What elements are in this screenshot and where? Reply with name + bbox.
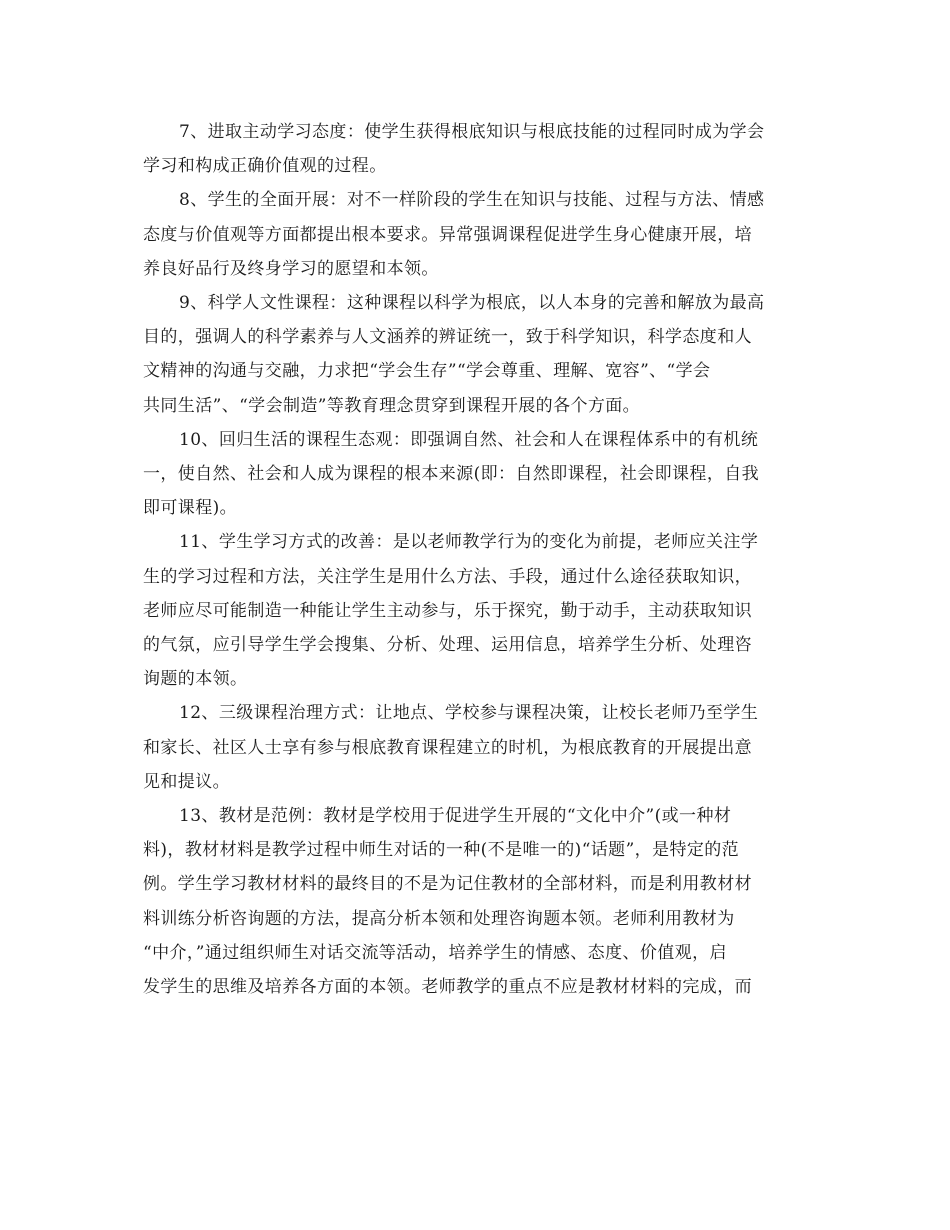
text-line: 和家长、社区人士享有参与根底教育课程建立的时机，为根底教育的开展提出意 <box>143 737 752 758</box>
text-line: 9、科学人文性课程：这种课程以科学为根底，以人本身的完善和解放为最高 <box>179 293 765 314</box>
text-line: 12、三级课程治理方式：让地点、学校参与课程决策，让校长老师乃至学生 <box>179 703 759 724</box>
paragraph-12 <box>143 696 808 799</box>
paragraph-7 <box>143 115 808 183</box>
text-line: 发学生的思维及培养各方面的本领。老师教学的重点不应是教材材料的完成，而 <box>143 977 752 998</box>
paragraph-8 <box>143 183 808 286</box>
text-line: 11、学生学习方式的改善：是以老师教学行为的变化为前提，老师应关注学 <box>179 532 759 553</box>
text-line: 的气氛，应引导学生学会搜集、分析、处理、运用信息，培养学生分析、处理咨 <box>143 635 752 656</box>
document-body <box>143 115 808 1004</box>
text-line: 学习和构成正确价值观的过程。 <box>143 156 387 177</box>
paragraph-11 <box>143 525 808 696</box>
text-line: 养良好品行及终身学习的愿望和本领。 <box>143 258 439 279</box>
text-line: 料)，教材材料是教学过程中师生对话的一种(不是唯一的)“话题”，是特定的范 <box>143 840 740 861</box>
text-line: “中介，”通过组织师生对话交流等活动，培养学生的情感、态度、价值观，启 <box>143 942 727 963</box>
text-line: 态度与价值观等方面都提出根本要求。异常强调课程促进学生身心健康开展，培 <box>143 224 752 245</box>
text-line: 8、学生的全面开展：对不一样阶段的学生在知识与技能、过程与方法、情感 <box>179 190 765 211</box>
text-line: 即可课程)。 <box>143 498 238 519</box>
text-line: 生的学习过程和方法，关注学生是用什么方法、手段，通过什么途径获取知识， <box>143 566 752 587</box>
text-line: 文精神的沟通与交融，力求把“学会生存”“学会尊重、理解、宽容”、“学会 <box>143 361 711 382</box>
paragraph-10 <box>143 423 808 526</box>
text-line: 共同生活”、“学会制造”等教育理念贯穿到课程开展的各个方面。 <box>143 395 641 416</box>
paragraph-13 <box>143 799 808 1004</box>
text-line: 目的，强调人的科学素养与人文涵养的辨证统一，致于科学知识，科学态度和人 <box>143 327 752 348</box>
text-line: 料训练分析咨询题的方法，提高分析本领和处理咨询题本领。老师利用教材为 <box>143 908 735 929</box>
text-line: 见和提议。 <box>143 771 230 792</box>
text-line: 例。学生学习教材材料的最终目的不是为记住教材的全部材料，而是利用教材材 <box>143 874 752 895</box>
text-line: 7、进取主动学习态度：使学生获得根底知识与根底技能的过程同时成为学会 <box>179 122 765 142</box>
text-line: 13、教材是范例：教材是学校用于促进学生开展的“文化中介”(或一种材 <box>179 806 732 827</box>
paragraph-9 <box>143 286 808 423</box>
text-line: 询题的本领。 <box>143 669 248 690</box>
text-line: 老师应尽可能制造一种能让学生主动参与，乐于探究，勤于动手，主动获取知识 <box>143 600 752 621</box>
text-line: 一，使自然、社会和人成为课程的根本来源(即：自然即课程，社会即课程，自我 <box>143 464 760 485</box>
text-line: 10、回归生活的课程生态观：即强调自然、社会和人在课程体系中的有机统 <box>179 429 759 450</box>
